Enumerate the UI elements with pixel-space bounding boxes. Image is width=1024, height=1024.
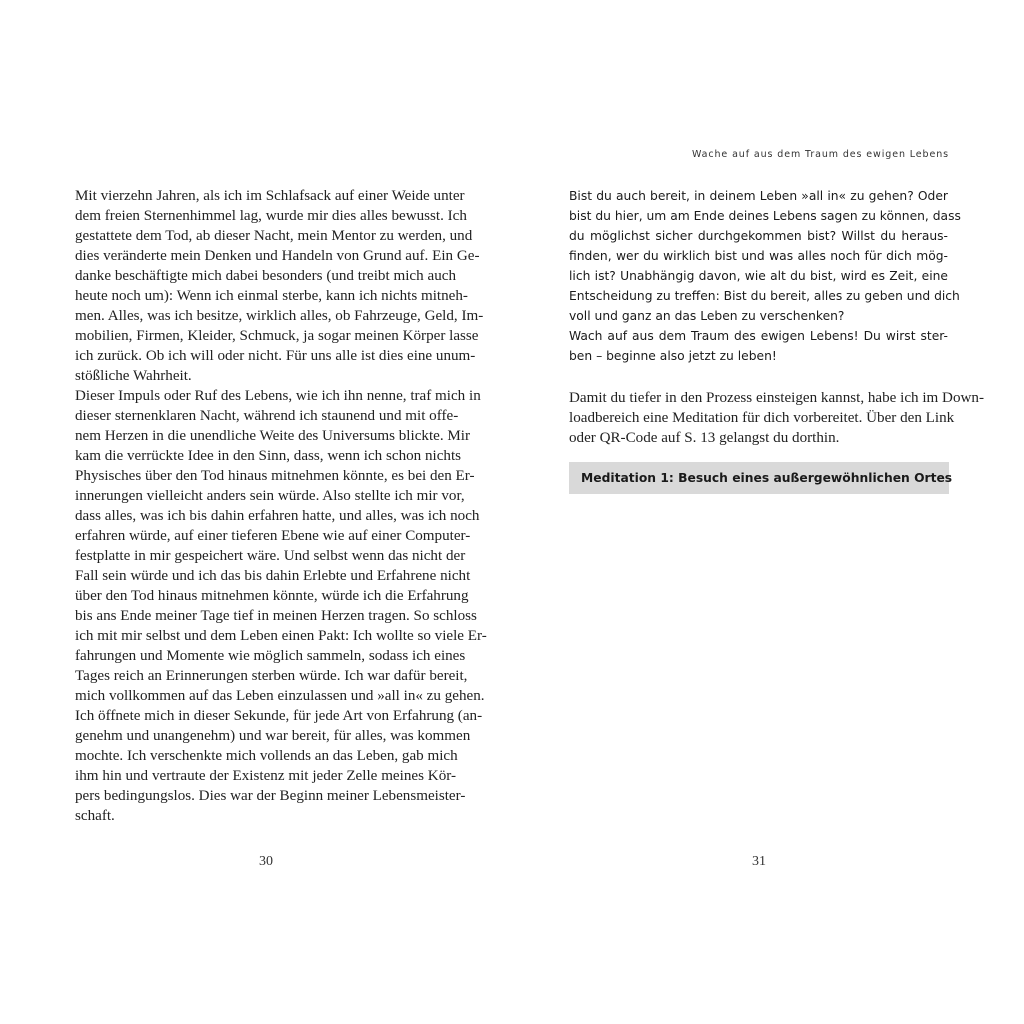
- sans-line: du möglichst sicher durchgekommen bist? Willst du heraus-: [569, 229, 948, 243]
- body-line: erfahren würde, auf einer tieferen Ebene wie auf einer Computer-: [75, 528, 471, 544]
- body-line: genehm und unangenehm) und war bereit, für alles, was kommen: [75, 728, 471, 744]
- sans-line: Wach auf aus dem Traum des ewigen Lebens! Du wirst ster-: [569, 329, 948, 343]
- body-line: dieser sternenklaren Nacht, während ich staunend und mit offe-: [75, 408, 459, 424]
- body-line: nem Herzen in die unendliche Weite des Universums blickte. Mir: [75, 428, 471, 444]
- body-line: Physisches über den Tod hinaus mitnehmen könnte, es bei den Er-: [75, 468, 475, 484]
- body-line: Tages reich an Erinnerungen sterben würde. Ich war dafür bereit,: [75, 668, 468, 684]
- body-line: Dieser Impuls oder Ruf des Lebens, wie ich ihn nenne, traf mich in: [75, 388, 481, 404]
- body-line: Fall sein würde und ich das bis dahin Erlebte und Erfahrene nicht: [75, 568, 471, 584]
- body-line: oder QR-Code auf S. 13 gelangst du dorthin.: [569, 430, 840, 446]
- sans-line: voll und ganz an das Leben zu verschenken?: [569, 309, 845, 323]
- body-line: innerungen vielleicht anders sein würde. Also stellte ich mir vor,: [75, 488, 465, 504]
- body-line: men. Alles, was ich besitze, wirklich alles, ob Fahrzeuge, Geld, Im-: [75, 308, 484, 324]
- body-line: dass alles, was ich bis dahin erfahren hatte, und alles, was ich noch: [75, 508, 480, 524]
- highlighted-sans-text: [569, 186, 961, 366]
- running-head: Wache auf aus dem Traum des ewigen Lebens: [691, 149, 949, 160]
- body-line: Ich öffnete mich in dieser Sekunde, für jede Art von Erfahrung (an-: [75, 708, 483, 724]
- body-line: ihm hin und vertraute der Existenz mit jeder Zelle meines Kör-: [75, 768, 456, 784]
- meditation-heading-box: [569, 462, 953, 494]
- body-line: Damit du tiefer in den Prozess einsteigen kannst, habe ich im Down-: [569, 390, 984, 406]
- body-line: ich mit mir selbst und dem Leben einen Pakt: Ich wollte so viele Er-: [75, 628, 487, 644]
- body-line: schaft.: [75, 808, 115, 824]
- body-line: dies veränderte mein Denken und Handeln von Grund auf. Ein Ge-: [75, 248, 480, 264]
- body-line: ich zurück. Ob ich will oder nicht. Für uns alle ist dies eine unum-: [75, 348, 476, 364]
- body-line: stößliche Wahrheit.: [75, 368, 192, 384]
- sans-line: lich ist? Unabhängig davon, wie alt du bist, wird es Zeit, eine: [569, 269, 948, 283]
- body-line: loadbereich eine Meditation für dich vorbereitet. Über den Link: [569, 410, 955, 426]
- body-line: kam die verrückte Idee in den Sinn, dass, wenn ich schon nichts: [75, 448, 462, 464]
- body-line: heute noch um): Wenn ich einmal sterbe, kann ich nichts mitneh-: [75, 288, 468, 304]
- sans-line: Bist du auch bereit, in deinem Leben »all in« zu gehen? Oder: [569, 189, 948, 203]
- page-number-right: 31: [752, 854, 766, 869]
- sans-line: Entscheidung zu treffen: Bist du bereit, alles zu geben und dich: [569, 289, 960, 303]
- body-line: bis ans Ende meiner Tage tief in meinen Herzen tragen. So schloss: [75, 608, 477, 624]
- page-number-left: 30: [259, 854, 273, 869]
- body-line: über den Tod hinaus mitnehmen könnte, würde ich die Erfahrung: [75, 588, 469, 604]
- body-line: mochte. Ich verschenkte mich vollends an das Leben, gab mich: [75, 748, 458, 764]
- body-line: gestattete dem Tod, ab dieser Nacht, mein Mentor zu werden, und: [75, 228, 473, 244]
- left-body-text: [75, 186, 487, 826]
- right-body-text: [569, 388, 984, 448]
- body-line: mobilien, Firmen, Kleider, Schmuck, ja sogar meinen Körper lasse: [75, 328, 479, 344]
- body-line: danke beschäftigte mich dabei besonders (und treibt mich auch: [75, 268, 456, 284]
- body-line: Mit vierzehn Jahren, als ich im Schlafsack auf einer Weide unter: [75, 188, 465, 204]
- right-page: [512, 0, 1024, 1024]
- sans-line: finden, wer du wirklich bist und was alles noch für dich mög-: [569, 249, 948, 263]
- body-line: pers bedingungslos. Dies war der Beginn meiner Lebensmeister-: [75, 788, 466, 804]
- sans-line: ben – beginne also jetzt zu leben!: [569, 349, 777, 363]
- sans-line: bist du hier, um am Ende deines Lebens sagen zu können, dass: [569, 209, 961, 223]
- body-line: festplatte in mir gespeichert wäre. Und selbst wenn das nicht der: [75, 548, 466, 564]
- body-line: dem freien Sternenhimmel lag, wurde mir dies alles bewusst. Ich: [75, 208, 467, 224]
- meditation-heading: Meditation 1: Besuch eines außergewöhnlichen Ortes: [581, 471, 953, 485]
- body-line: fahrungen und Momente wie möglich sammeln, sodass ich eines: [75, 648, 466, 664]
- body-line: mich vollkommen auf das Leben einzulassen und »all in« zu gehen.: [75, 688, 485, 704]
